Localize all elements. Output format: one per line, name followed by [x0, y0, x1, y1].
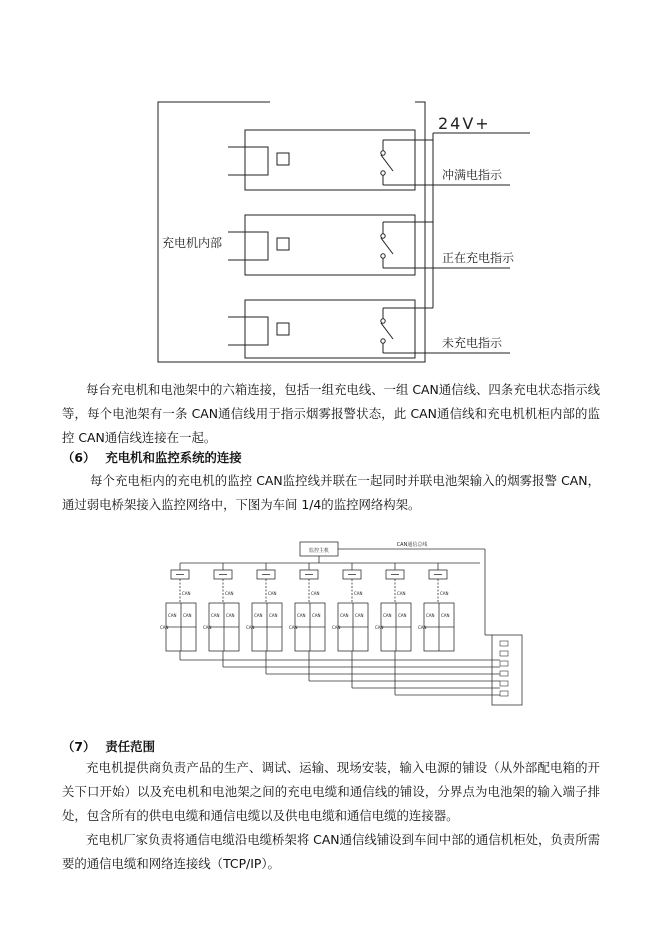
- can-link-label-1: CAN: [182, 591, 191, 596]
- cabinet-can-side-label-1: CAN: [160, 625, 169, 630]
- collector-terminal-5: [500, 681, 508, 686]
- can-link-label-2: CAN: [225, 591, 234, 596]
- cabinet-can-side-label-3: CAN: [246, 625, 255, 630]
- section-6-title: 充电机和监控系统的连接: [105, 450, 242, 465]
- cabinet-can-side-label-2: CAN: [203, 625, 212, 630]
- can-link-label-4: CAN: [311, 591, 320, 596]
- can-link-label-5: CAN: [354, 591, 363, 596]
- can-link-label-7: CAN: [440, 591, 449, 596]
- indicator-label-not-charging: 未充电指示: [442, 336, 503, 350]
- cabinet-right-label-6: CAN: [398, 613, 407, 618]
- indicator-label-charging: 正在充电指示: [442, 251, 515, 265]
- collector-terminal-4: [500, 671, 508, 676]
- can-link-label-3: CAN: [268, 591, 277, 596]
- section-6-heading: [62, 448, 600, 468]
- cabinet-left-label-1: CAN: [168, 613, 177, 618]
- cabinet-can-side-label-7: CAN: [418, 625, 427, 630]
- collector-terminal-1: [500, 641, 508, 646]
- cabinet-left-label-3: CAN: [254, 613, 263, 618]
- cabinet-right-label-2: CAN: [226, 613, 235, 618]
- cabinet-right-label-5: CAN: [355, 613, 364, 618]
- cabinet-left-label-6: CAN: [383, 613, 392, 618]
- section-7-title: 责任范围: [105, 739, 155, 754]
- cabinet-can-side-label-5: CAN: [332, 625, 341, 630]
- collector-terminal-2: [500, 651, 508, 656]
- collector-terminal-6: [500, 691, 508, 696]
- can-link-label-6: CAN: [397, 591, 406, 596]
- section-7-heading: [62, 737, 600, 757]
- cabinet-right-label-4: CAN: [312, 613, 321, 618]
- cabinet-can-side-label-6: CAN: [375, 625, 384, 630]
- paragraph-monitoring-connection: 每个充电柜内的充电机的监控 CAN监控线并联在一起同时并联电池架输入的烟雾报警 CAN，通过弱电桥架接入监控网络中，下图为车间 1/4的监控网络构架。: [62, 473, 600, 512]
- cabinet-right-label-3: CAN: [269, 613, 278, 618]
- cabinet-left-label-7: CAN: [426, 613, 435, 618]
- cabinet-can-side-label-4: CAN: [289, 625, 298, 630]
- can-bus-label: CAN通信总线: [396, 542, 428, 548]
- section-6-number: （6）: [62, 450, 96, 465]
- monitor-host-label: 监控主机: [308, 548, 330, 554]
- charger-indicator-diagram: [150, 95, 530, 370]
- cabinet-left-label-4: CAN: [297, 613, 306, 618]
- cabinet-left-label-5: CAN: [340, 613, 349, 618]
- cabinet-right-label-7: CAN: [441, 613, 450, 618]
- section-7-number: （7）: [62, 739, 96, 754]
- paragraph-communication-cabling: 充电机厂家负责将通信电缆沿电缆桥架将 CAN通信线铺设到车间中部的通信机柜处，负责所需要的通信电缆和网络连接线（TCP/IP）。: [62, 832, 600, 871]
- charger-inside-label: 充电机内部: [162, 236, 223, 250]
- indicator-label-full: 冲满电指示: [442, 168, 503, 182]
- cabinet-right-label-1: CAN: [183, 613, 192, 618]
- collector-terminal-3: [500, 661, 508, 666]
- paragraph-charger-rack-connection: 每台充电机和电池架中的六箱连接，包括一组充电线、一组 CAN通信线、四条充电状态指示线等，每个电池架有一条 CAN通信线用于指示烟雾报警状态，此 CAN通信线和充电机机柜内部的监控 CAN通信线连接在一起。: [62, 382, 600, 445]
- cabinet-left-label-2: CAN: [211, 613, 220, 618]
- paragraph-responsibility-scope: 充电机提供商负责产品的生产、调试、运输、现场安装，输入电源的铺设（从外部配电箱的开关下口开始）以及充电机和电池架之间的充电电缆和通信线的铺设，分界点为电池架的输入端子排处，包含所有的供电电缆和通信电缆以及供电电缆和通信电缆的连接器。: [62, 760, 600, 823]
- monitoring-network-diagram: [140, 535, 550, 720]
- supply-label: 24V+: [438, 114, 491, 133]
